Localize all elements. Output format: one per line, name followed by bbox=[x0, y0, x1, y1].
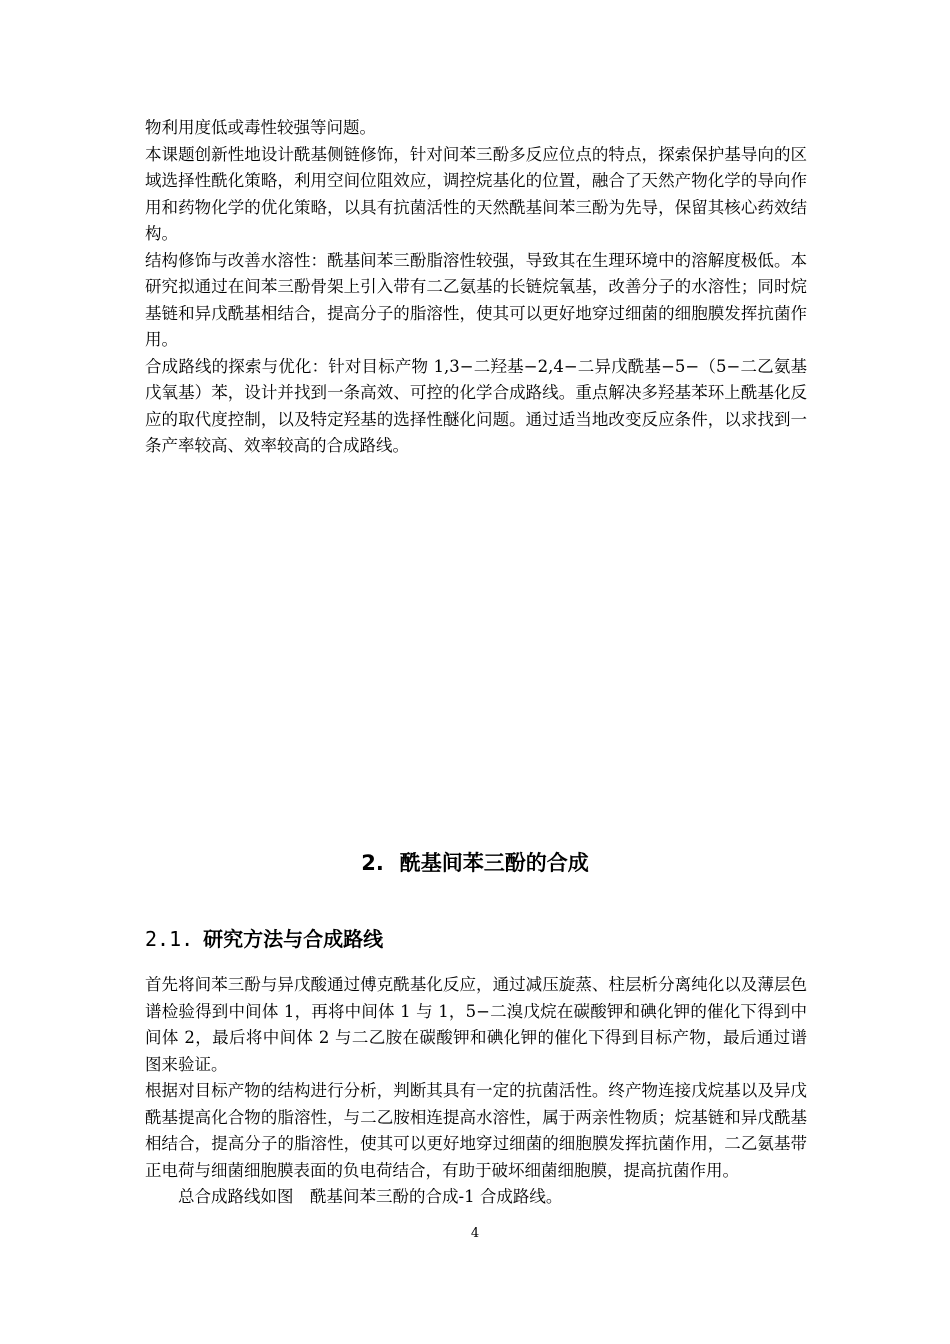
paragraph-innovation: 本课题创新性地设计酰基侧链修饰，针对间苯三酚多反应位点的特点，探索保护基导向的区域选择性酰化策略，利用空间位阻效应，调控烷基化的位置，融合了天然产物化学的导向作用和药物化学的优化策略，以具有抗菌活性的天然酰基间苯三酚为先导，保留其核心药效结构。 bbox=[145, 144, 807, 243]
section-title: 研究方法与合成路线 bbox=[203, 927, 384, 951]
paragraph-activity-analysis: 根据对目标产物的结构进行分析，判断其具有一定的抗菌活性。终产物连接戊烷基以及异戊酰基提高化合物的脂溶性，与二乙胺相连提高水溶性，属于两亲性物质；烷基链和异戊酰基相结合，提高分子的脂溶性，使其可以更好地穿过细菌的细胞膜发挥抗菌作用，二乙氨基带正电荷与细菌细胞膜表面的负电荷结合，有助于破坏细菌细胞膜，提高抗菌作用。 bbox=[145, 1081, 807, 1180]
chapter-heading bbox=[0, 848, 950, 878]
paragraph-figure-reference: 总合成路线如图 酰基间苯三酚的合成-1 合成路线。 bbox=[178, 1187, 563, 1206]
paragraph-route-optimization: 合成路线的探索与优化：针对目标产物 1,3−二羟基−2,4−二异戊酰基−5−（5−二乙氨基戊氧基）苯，设计并找到一条高效、可控的化学合成路线。重点解决多羟基苯环上酰基化反应的取代度控制，以及特定羟基的选择性醚化问题。通过适当地改变反应条件，以求找到一条产率较高、效率较高的合成路线。 bbox=[145, 356, 807, 455]
methods-text-block bbox=[145, 972, 807, 1211]
section-number: 2.1. bbox=[145, 927, 194, 951]
paragraph-solubility: 结构修饰与改善水溶性：酰基间苯三酚脂溶性较强，导致其在生理环境中的溶解度极低。本研究拟通过在间苯三酚骨架上引入带有二乙氨基的长链烷氧基，改善分子的水溶性；同时烷基链和异戊酰基相结合，提高分子的脂溶性，使其可以更好地穿过细菌的细胞膜发挥抗菌作用。 bbox=[145, 250, 807, 349]
page-number: 4 bbox=[470, 1226, 480, 1241]
paragraph-continuation: 物利用度低或毒性较强等问题。 bbox=[145, 118, 376, 137]
chapter-title: 酰基间苯三酚的合成 bbox=[399, 851, 589, 875]
chapter-number: 2. bbox=[361, 851, 384, 875]
section-heading bbox=[145, 924, 383, 954]
intro-text-block bbox=[145, 115, 807, 460]
paragraph-synthesis-steps: 首先将间苯三酚与异戊酸通过傅克酰基化反应，通过减压旋蒸、柱层析分离纯化以及薄层色谱检验得到中间体 1，再将中间体 1 与 1，5−二溴戊烷在碳酸钾和碘化钾的催化下得到中间体 2，最后将中间体 2 与二乙胺在碳酸钾和碘化钾的催化下得到目标产物，最后通过谱图来验证。 bbox=[145, 975, 807, 1074]
